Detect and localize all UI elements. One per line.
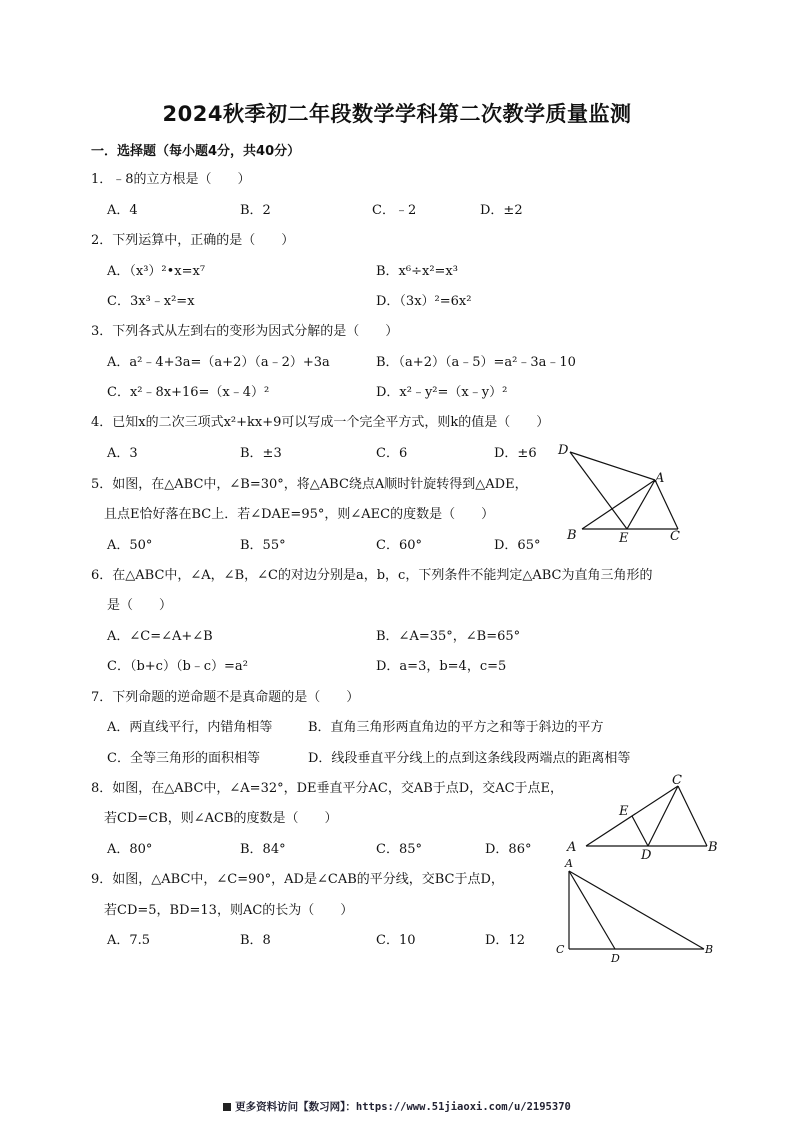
q1-option-a: A．4 (107, 203, 138, 218)
question-3-stem: 3．下列各式从左到右的变形为因式分解的是（ ） (91, 324, 399, 339)
q9-option-b: B．8 (240, 933, 271, 948)
q2-option-d: D．（3x）²=6x² (376, 294, 472, 309)
q4-option-a: A．3 (107, 446, 138, 461)
segment-cb (678, 786, 707, 846)
fig9-label-b: B (705, 943, 714, 956)
fig8-label-b: B (708, 840, 718, 855)
question-5-stem-line1: 5．如图，在△ABC中，∠B=30°，将△ABC绕点A顺时针旋转得到△ADE， (91, 477, 528, 492)
q8-option-b: B．84° (240, 842, 286, 857)
question-1-stem: 1．﹣8的立方根是（ ） (91, 172, 251, 187)
q6-option-d: D．a=3，b=4，c=5 (376, 659, 507, 674)
q4-option-b: B．±3 (240, 446, 282, 461)
fig8-label-e: E (619, 804, 629, 819)
segment-ac (655, 480, 678, 529)
q3-option-a: A．a²﹣4+3a=（a+2）（a﹣2）+3a (107, 355, 330, 370)
segment-cd (648, 786, 678, 846)
q4-option-c: C．6 (376, 446, 408, 461)
q2-option-b: B．x⁶÷x²=x³ (376, 264, 458, 279)
q7-option-b: B．直角三角形两直角边的平方之和等于斜边的平方 (308, 720, 604, 735)
segment-ad (569, 871, 615, 949)
fig5-label-e: E (619, 531, 629, 545)
q1-option-c: C．﹣2 (372, 203, 417, 218)
q8-option-a: A．80° (107, 842, 153, 857)
q7-option-d: D．线段垂直平分线上的点到这条线段两端点的距离相等 (308, 751, 631, 766)
footer (0, 1099, 794, 1114)
q3-option-d: D．x²﹣y²=（x﹣y）² (376, 385, 508, 400)
question-6-stem-line1: 6．在△ABC中，∠A，∠B，∠C的对边分别是a，b，c，下列条件不能判定△ABC为直角三角形的 (91, 568, 653, 583)
page-title: 2024秋季初二年段数学学科第二次教学质量监测 (162, 102, 632, 126)
q6-option-c: C．（b+c）（b﹣c）=a² (107, 659, 248, 674)
question-4-stem: 4．已知x的二次三项式x²+kx+9可以写成一个完全平方式，则k的值是（ ） (91, 415, 550, 430)
q8-option-c: C．85° (376, 842, 422, 857)
q6-option-a: A．∠C=∠A+∠B (107, 629, 213, 644)
question-8-stem-line1: 8．如图，在△ABC中，∠A=32°，DE垂直平分AC，交AB于点D，交AC于点E， (91, 781, 564, 796)
fig8-label-d: D (641, 848, 652, 860)
fig9-label-a: A (565, 857, 573, 870)
q7-option-c: C．全等三角形的面积相等 (107, 751, 260, 766)
figure-q9 (552, 855, 722, 965)
q2-option-a: A．（x³）²•x=x⁷ (107, 264, 206, 279)
flag-icon (223, 1103, 231, 1111)
q3-option-b: B．（a+2）（a﹣5）=a²﹣3a﹣10 (376, 355, 576, 370)
fig9-label-d: D (611, 952, 620, 965)
question-5-stem-line2: 且点E恰好落在BC上．若∠DAE=95°，则∠AEC的度数是（ ） (104, 507, 495, 522)
q1-option-b: B．2 (240, 203, 271, 218)
section-heading: 一．选择题（每小题4分，共40分） (91, 144, 301, 159)
fig8-label-c: C (672, 773, 682, 788)
q1-option-d: D．±2 (480, 203, 523, 218)
fig5-label-d: D (558, 443, 569, 458)
q4-option-d: D．±6 (494, 446, 537, 461)
question-9-stem-line1: 9．如图，△ABC中，∠C=90°，AD是∠CAB的平分线，交BC于点D， (91, 872, 504, 887)
segment-ed (632, 816, 648, 846)
q9-option-a: A．7.5 (107, 933, 151, 948)
q6-option-b: B．∠A=35°，∠B=65° (376, 629, 521, 644)
q2-option-c: C．3x³﹣x²=x (107, 294, 195, 309)
question-2-stem: 2．下列运算中，正确的是（ ） (91, 233, 295, 248)
question-6-stem-line2: 是（ ） (107, 598, 173, 613)
segment-ae (627, 480, 655, 529)
question-9-stem-line2: 若CD=5，BD=13，则AC的长为（ ） (104, 903, 354, 918)
q5-option-a: A．50° (107, 538, 153, 553)
segment-da (570, 452, 655, 480)
fig5-label-b: B (567, 528, 577, 543)
fig8-label-a: A (567, 840, 577, 855)
q9-option-d: D．12 (485, 933, 525, 948)
q3-option-c: C．x²﹣8x+16=（x﹣4）² (107, 385, 270, 400)
segment-ab (569, 871, 704, 949)
question-8-stem-line2: 若CD=CB，则∠ACB的度数是（ ） (104, 811, 338, 826)
fig5-label-a: A (655, 471, 665, 486)
segment-ba (582, 480, 655, 529)
q5-option-d: D．65° (494, 538, 541, 553)
q9-option-c: C．10 (376, 933, 416, 948)
question-7-stem: 7．下列命题的逆命题不是真命题的是（ ） (91, 690, 360, 705)
fig5-label-c: C (670, 529, 680, 544)
q8-option-d: D．86° (485, 842, 532, 857)
q5-option-b: B．55° (240, 538, 286, 553)
fig9-label-c: C (556, 943, 565, 956)
figure-q5 (552, 440, 692, 545)
footer-link-text[interactable]: 更多资料访问【数习网】：https://www.51jiaoxi.com/u/2195370 (235, 1101, 571, 1113)
q7-option-a: A．两直线平行，内错角相等 (107, 720, 273, 735)
q5-option-c: C．60° (376, 538, 422, 553)
figure-q8 (562, 770, 722, 860)
